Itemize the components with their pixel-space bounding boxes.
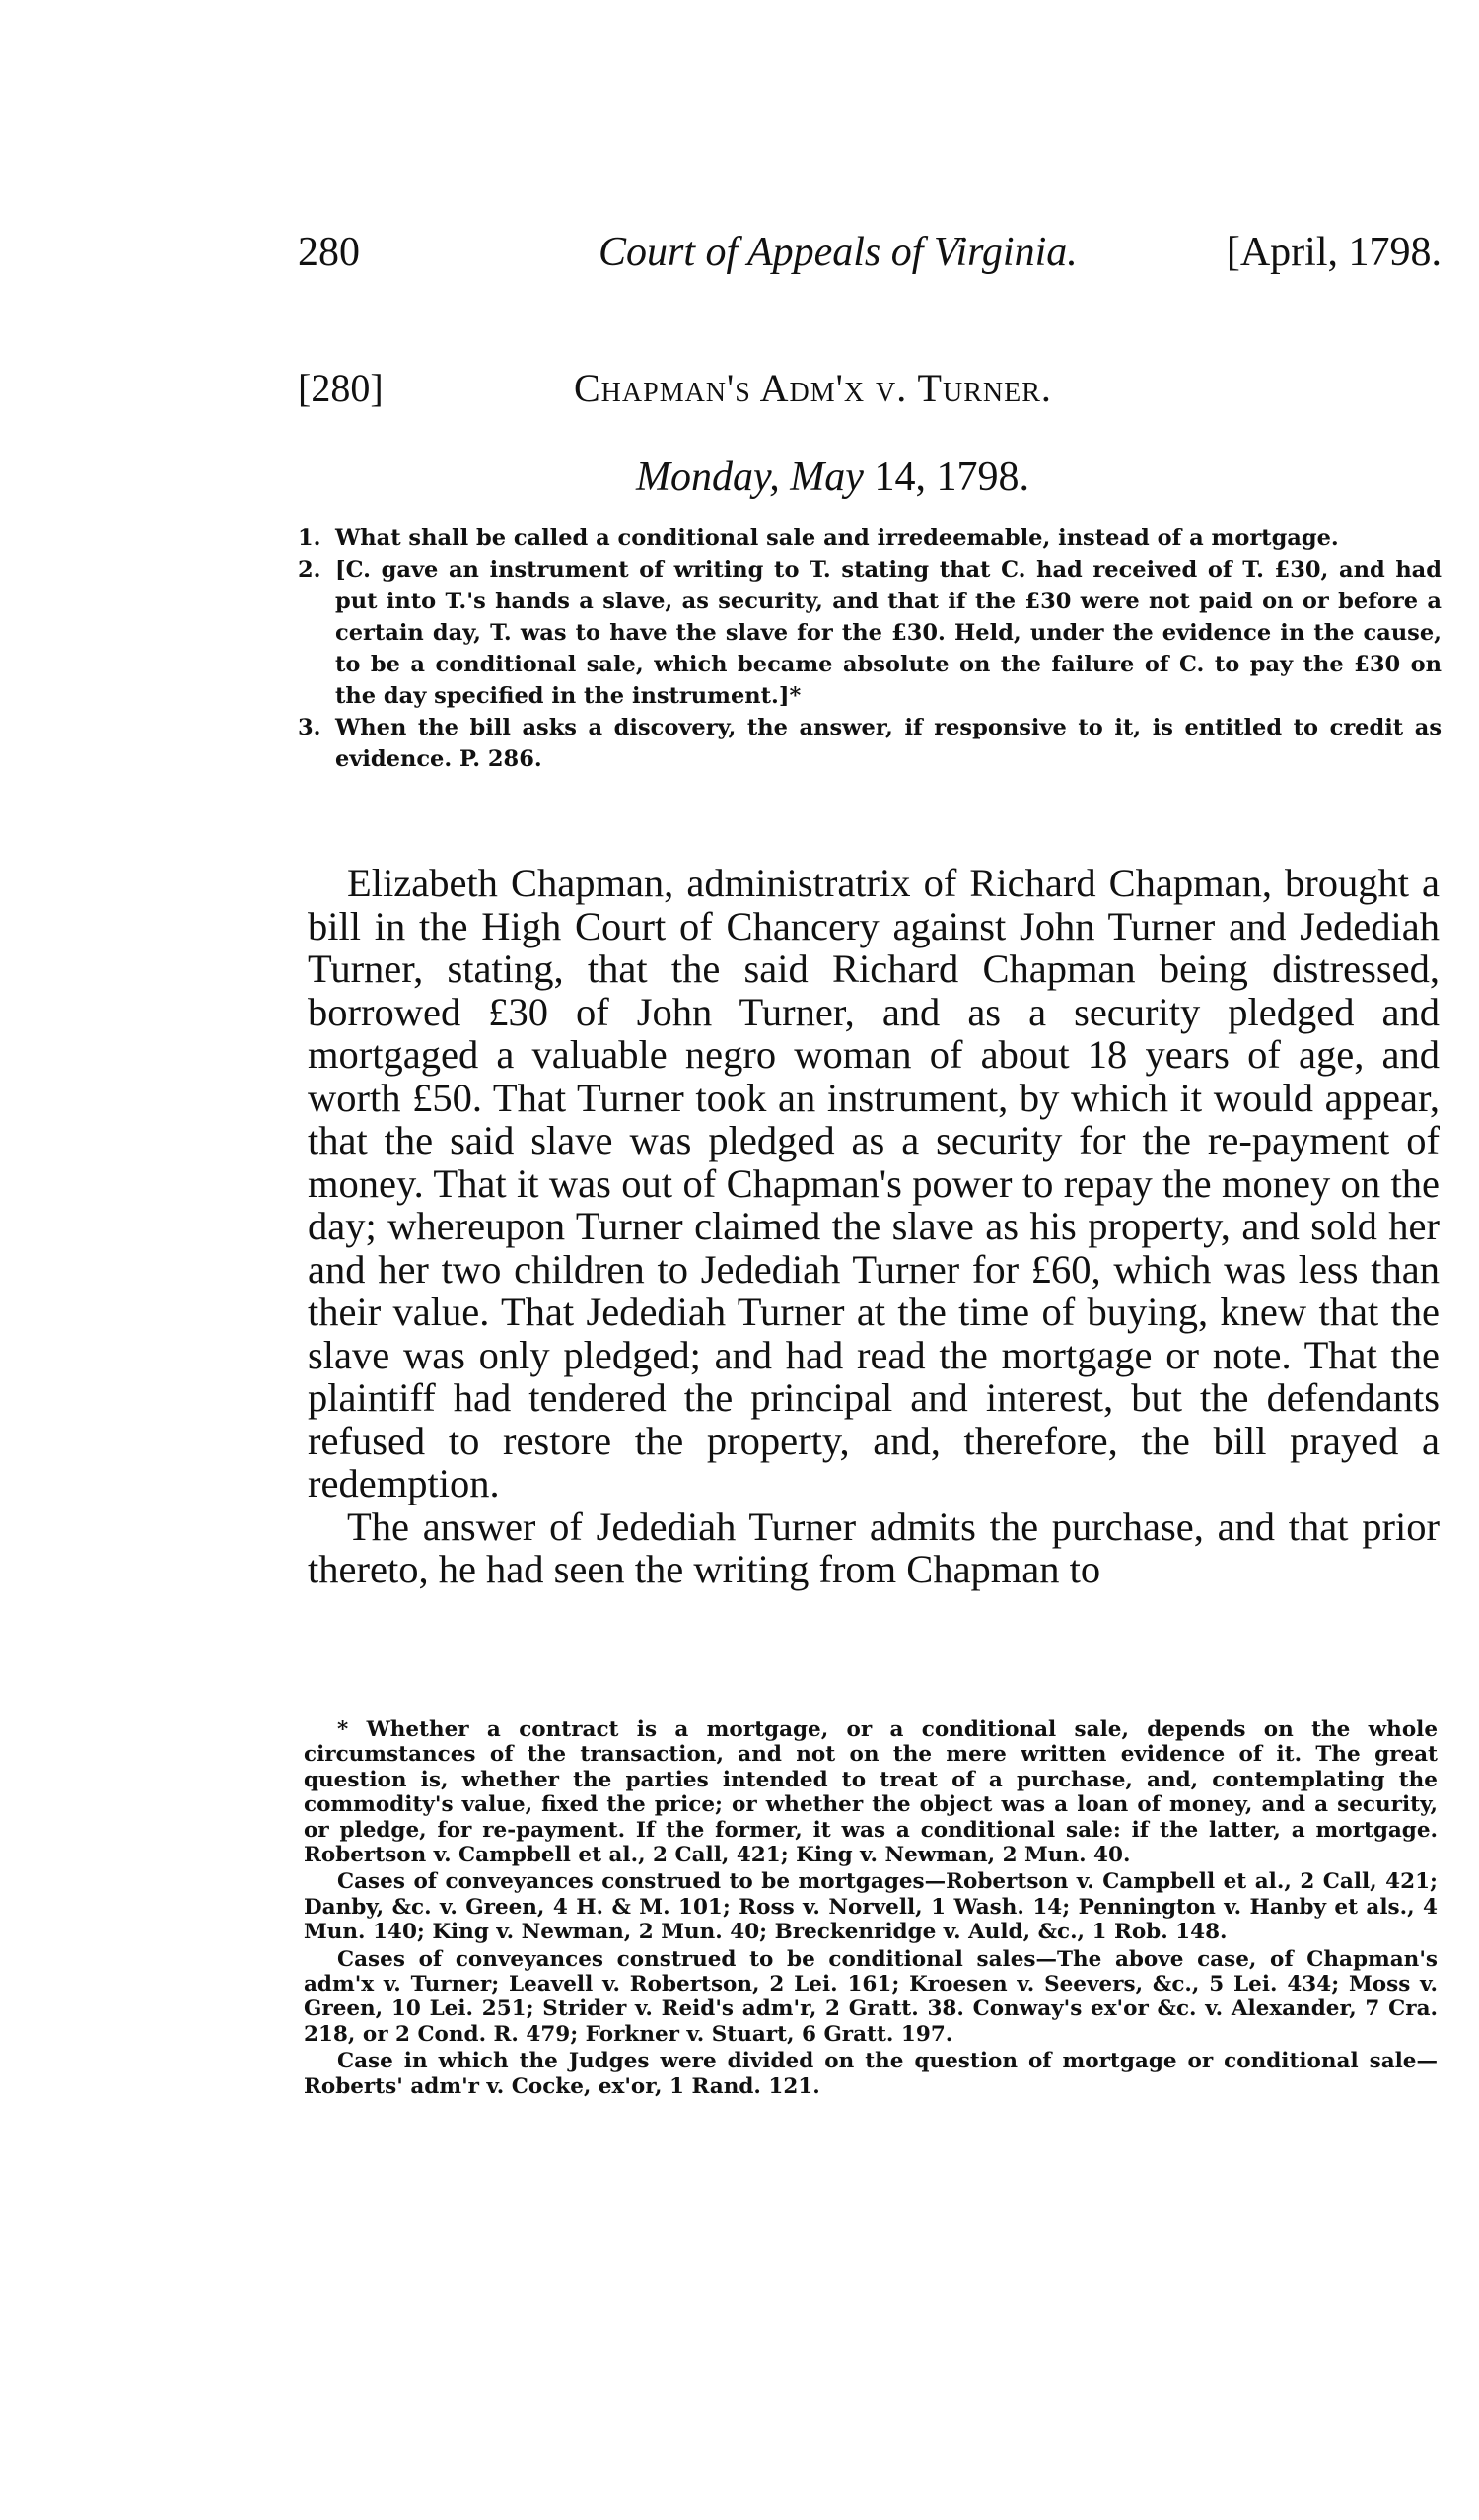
running-date: [April, 1798. bbox=[1226, 230, 1442, 275]
footnote-paragraph: Cases of conveyances construed to be conditional sales—The above case, of Chapman's adm'x v. Turner; Leavell v. Robertson, 2 Lei. 161; Kroesen v. Seevers, &c., 5 Lei. 434; Moss v. Green, 10 Lei. 251; Strider v. Reid's adm'r, 2 Gratt. 38. Conway's ex'or &c. v. Alexander, 7 Cra. 218, or 2 Cond. R. 479; Forkner v. Stuart, 6 Gratt. 197. bbox=[304, 1946, 1438, 2047]
body-paragraph: Elizabeth Chapman, administratrix of Richard Chapman, brought a bill in the High Court of Chancery against John Turner and Jedediah Turner, stating, that the said Richard Chapman being distressed, borrowed £30 of John Turner, and as a security pledged and mortgaged a valuable negro woman of about 18 years of age, and worth £50. That Turner took an instrument, by which it would appear, that the said slave was pledged as a security for the re-payment of money. That it was out of Chapman's power to repay the money on the day; whereupon Turner claimed the slave as his property, and sold her and her two children to Jedediah Turner for £60, which was less than their value. That Jedediah Turner at the time of buying, knew that the slave was only pledged; and had read the mortgage or note. That the plaintiff had tendered the principal and interest, but the defendants refused to restore the property, and, therefore, the bill prayed a redemption. bbox=[308, 861, 1440, 1505]
decision-day: Monday, May bbox=[636, 455, 864, 500]
head-note-text: What shall be called a conditional sale and irredeemable, instead of a mortgage. bbox=[335, 525, 1339, 551]
head-note-number: 2. bbox=[298, 557, 321, 583]
decision-date-rest: 14, 1798. bbox=[863, 455, 1029, 500]
head-note bbox=[298, 554, 1442, 712]
body-paragraph: The answer of Jedediah Turner admits the purchase, and that prior thereto, he had seen the writing from Chapman to bbox=[308, 1504, 1440, 1591]
footnote-paragraph: Cases of conveyances construed to be mortgages—Robertson v. Campbell et al., 2 Call, 421; Danby, &c. v. Green, 4 H. & M. 101; Ross v. Norvell, 1 Wash. 14; Pennington v. Hanby et als., 4 Mun. 140; King v. Newman, 2 Mun. 40; Breckenridge v. Auld, &c., 1 Rob. 148. bbox=[304, 1869, 1438, 1945]
footnotes bbox=[304, 1717, 1438, 2101]
head-note-number: 1. bbox=[298, 525, 321, 551]
head-note-text: [C. gave an instrument of writing to T. stating that C. had received of T. £30, and had put into T.'s hands a slave, as security, and that if the £30 were not paid on or before a certain day, T. was to have the slave for the £30. Held, under the evidence in the cause, to be a conditional sale, which became absolute on the failure of C. to pay the £30 on the day specified in the instrument.]* bbox=[335, 557, 1442, 709]
page-number: 280 bbox=[298, 230, 360, 275]
decision-date bbox=[636, 454, 1029, 501]
head-note-number: 3. bbox=[298, 715, 321, 740]
running-head bbox=[298, 229, 1442, 288]
case-title: Chapman's Adm'x v. Turner. bbox=[574, 366, 1052, 410]
head-notes bbox=[298, 523, 1442, 775]
head-note bbox=[298, 523, 1442, 554]
footnote-paragraph: Case in which the Judges were divided on the question of mortgage or conditional sale—Roberts' adm'r v. Cocke, ex'or, 1 Rand. 121. bbox=[304, 2049, 1438, 2099]
star-page-number: [280] bbox=[298, 366, 384, 410]
running-title: Court of Appeals of Virginia. bbox=[599, 230, 1078, 275]
footnote-paragraph: * Whether a contract is a mortgage, or a conditional sale, depends on the whole circumstances of the transaction, and not on the mere written evidence of it. The great question is, whether the parties intended to treat of a purchase, and, contemplating the commodity's value, fixed the price; or whether the object was a loan of money, and a security, or pledge, for re-payment. If the former, it was a conditional sale: if the latter, a mortgage. Robertson v. Campbell et al., 2 Call, 421; King v. Newman, 2 Mun. 40. bbox=[304, 1717, 1438, 1868]
head-note-text: When the bill asks a discovery, the answer, if responsive to it, is entitled to credit as evidence. P. 286. bbox=[335, 715, 1442, 772]
head-note bbox=[298, 712, 1442, 775]
case-body bbox=[308, 862, 1440, 1591]
